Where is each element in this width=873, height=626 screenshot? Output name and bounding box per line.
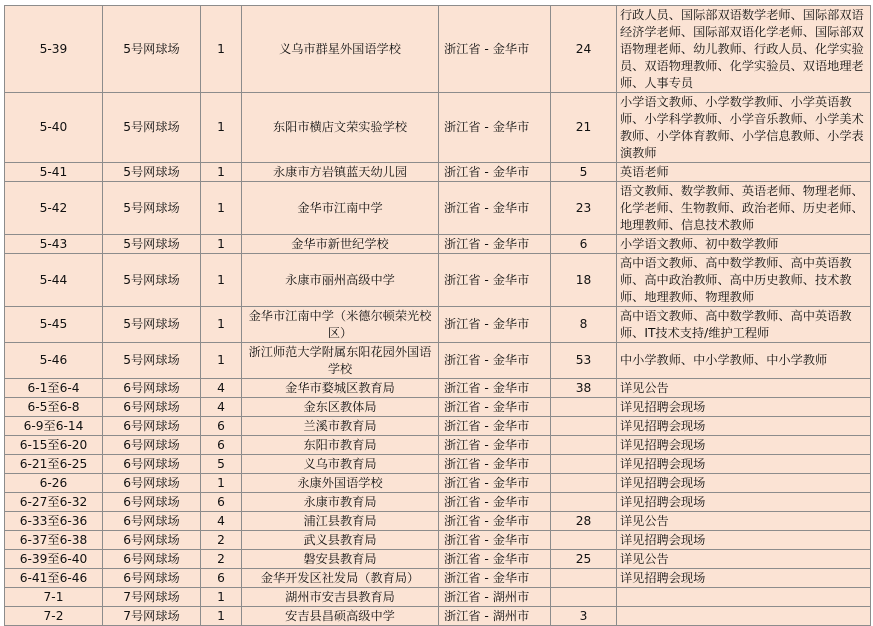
region-cell: 浙江省 - 金华市 — [439, 550, 551, 569]
region-cell: 浙江省 - 金华市 — [439, 163, 551, 182]
positions-cell: 详见招聘会现场 — [617, 474, 871, 493]
positions-count-cell: 18 — [551, 254, 617, 307]
table-row — [5, 254, 871, 307]
positions-cell: 详见招聘会现场 — [617, 455, 871, 474]
positions-cell: 详见招聘会现场 — [617, 531, 871, 550]
booth-count-cell: 1 — [201, 588, 242, 607]
booth-count-cell: 4 — [201, 379, 242, 398]
booth-count-cell: 1 — [201, 6, 242, 93]
venue-cell: 6号网球场 — [103, 512, 201, 531]
booth-count-cell: 6 — [201, 436, 242, 455]
positions-cell: 详见公告 — [617, 379, 871, 398]
employer-cell: 永康外国语学校 — [242, 474, 439, 493]
booth-cell: 6-15至6-20 — [5, 436, 103, 455]
venue-cell: 7号网球场 — [103, 607, 201, 626]
table-row — [5, 182, 871, 235]
table-row — [5, 398, 871, 417]
booth-count-cell: 6 — [201, 493, 242, 512]
employer-cell: 金华市江南中学 — [242, 182, 439, 235]
positions-cell — [617, 607, 871, 626]
positions-count-cell: 25 — [551, 550, 617, 569]
positions-count-cell: 53 — [551, 343, 617, 379]
venue-cell: 5号网球场 — [103, 343, 201, 379]
booth-cell: 5-41 — [5, 163, 103, 182]
booth-cell: 5-43 — [5, 235, 103, 254]
booth-cell: 6-21至6-25 — [5, 455, 103, 474]
positions-count-cell: 3 — [551, 607, 617, 626]
region-cell: 浙江省 - 金华市 — [439, 6, 551, 93]
booth-count-cell: 2 — [201, 550, 242, 569]
employer-cell: 永康市方岩镇蓝天幼儿园 — [242, 163, 439, 182]
venue-cell: 5号网球场 — [103, 93, 201, 163]
table-row — [5, 436, 871, 455]
positions-count-cell — [551, 569, 617, 588]
positions-cell: 行政人员、国际部双语数学老师、国际部双语经济学老师、国际部双语化学老师、国际部双语物理老师、幼儿教师、行政人员、化学实验员、双语物理教师、化学实验员、双语地理老师、人事专员 — [617, 6, 871, 93]
positions-count-cell — [551, 455, 617, 474]
booth-count-cell: 1 — [201, 343, 242, 379]
region-cell: 浙江省 - 金华市 — [439, 474, 551, 493]
employer-cell: 义乌市群星外国语学校 — [242, 6, 439, 93]
positions-cell: 小学语文教师、初中数学教师 — [617, 235, 871, 254]
table-row — [5, 343, 871, 379]
venue-cell: 5号网球场 — [103, 6, 201, 93]
booth-count-cell: 6 — [201, 569, 242, 588]
positions-count-cell: 21 — [551, 93, 617, 163]
booth-cell: 7-1 — [5, 588, 103, 607]
positions-count-cell — [551, 588, 617, 607]
booth-count-cell: 4 — [201, 512, 242, 531]
booth-cell: 6-1至6-4 — [5, 379, 103, 398]
booth-count-cell: 2 — [201, 531, 242, 550]
booth-count-cell: 6 — [201, 417, 242, 436]
table-row — [5, 474, 871, 493]
booth-cell: 5-44 — [5, 254, 103, 307]
positions-cell: 详见招聘会现场 — [617, 417, 871, 436]
table-row — [5, 93, 871, 163]
booth-cell: 5-39 — [5, 6, 103, 93]
positions-cell: 高中语文教师、高中数学教师、高中英语教师、IT技术支持/维护工程师 — [617, 307, 871, 343]
booth-cell: 6-37至6-38 — [5, 531, 103, 550]
region-cell: 浙江省 - 金华市 — [439, 343, 551, 379]
venue-cell: 6号网球场 — [103, 417, 201, 436]
positions-count-cell: 8 — [551, 307, 617, 343]
region-cell: 浙江省 - 湖州市 — [439, 607, 551, 626]
employer-cell: 金华市新世纪学校 — [242, 235, 439, 254]
venue-cell: 5号网球场 — [103, 307, 201, 343]
positions-count-cell — [551, 436, 617, 455]
booth-count-cell: 1 — [201, 607, 242, 626]
booth-count-cell: 1 — [201, 93, 242, 163]
booth-count-cell: 1 — [201, 474, 242, 493]
employer-cell: 义乌市教育局 — [242, 455, 439, 474]
positions-cell: 详见招聘会现场 — [617, 493, 871, 512]
booth-count-cell: 5 — [201, 455, 242, 474]
booth-cell: 5-42 — [5, 182, 103, 235]
venue-cell: 6号网球场 — [103, 474, 201, 493]
region-cell: 浙江省 - 金华市 — [439, 569, 551, 588]
region-cell: 浙江省 - 金华市 — [439, 531, 551, 550]
venue-cell: 6号网球场 — [103, 455, 201, 474]
positions-cell: 详见招聘会现场 — [617, 569, 871, 588]
venue-cell: 7号网球场 — [103, 588, 201, 607]
booth-cell: 6-5至6-8 — [5, 398, 103, 417]
region-cell: 浙江省 - 金华市 — [439, 93, 551, 163]
region-cell: 浙江省 - 金华市 — [439, 493, 551, 512]
positions-cell: 小学语文教师、小学数学教师、小学英语教师、小学科学教师、小学音乐教师、小学美术教师、小学体育教师、小学信息教师、小学表演教师 — [617, 93, 871, 163]
positions-cell: 语文教师、数学教师、英语老师、物理老师、化学老师、生物教师、政治老师、历史老师、地理教师、信息技术教师 — [617, 182, 871, 235]
table-row — [5, 512, 871, 531]
positions-count-cell — [551, 493, 617, 512]
positions-cell: 中小学教师、中小学教师、中小学教师 — [617, 343, 871, 379]
employer-cell: 浦江县教育局 — [242, 512, 439, 531]
venue-cell: 6号网球场 — [103, 398, 201, 417]
positions-count-cell — [551, 417, 617, 436]
booth-count-cell: 1 — [201, 254, 242, 307]
positions-count-cell — [551, 474, 617, 493]
table-row — [5, 163, 871, 182]
employer-cell: 安吉县昌硕高级中学 — [242, 607, 439, 626]
positions-count-cell — [551, 531, 617, 550]
table-row — [5, 6, 871, 93]
booth-cell: 6-39至6-40 — [5, 550, 103, 569]
positions-count-cell: 24 — [551, 6, 617, 93]
table-row — [5, 417, 871, 436]
table-row — [5, 307, 871, 343]
positions-count-cell: 38 — [551, 379, 617, 398]
employer-cell: 金华开发区社发局（教育局） — [242, 569, 439, 588]
positions-count-cell: 28 — [551, 512, 617, 531]
table-row — [5, 379, 871, 398]
region-cell: 浙江省 - 金华市 — [439, 455, 551, 474]
venue-cell: 5号网球场 — [103, 254, 201, 307]
table-row — [5, 235, 871, 254]
venue-cell: 6号网球场 — [103, 436, 201, 455]
booth-cell: 7-2 — [5, 607, 103, 626]
positions-cell: 详见招聘会现场 — [617, 436, 871, 455]
positions-cell: 高中语文教师、高中数学教师、高中英语教师、高中政治教师、高中历史教师、技术教师、地理教师、物理教师 — [617, 254, 871, 307]
booth-cell: 5-45 — [5, 307, 103, 343]
table-row — [5, 607, 871, 626]
region-cell: 浙江省 - 金华市 — [439, 398, 551, 417]
employer-cell: 永康市丽州高级中学 — [242, 254, 439, 307]
employer-cell: 金华市婺城区教育局 — [242, 379, 439, 398]
booth-cell: 6-33至6-36 — [5, 512, 103, 531]
region-cell: 浙江省 - 金华市 — [439, 417, 551, 436]
positions-count-cell — [551, 398, 617, 417]
venue-cell: 6号网球场 — [103, 569, 201, 588]
positions-cell: 详见公告 — [617, 550, 871, 569]
table-row — [5, 531, 871, 550]
booth-cell: 5-46 — [5, 343, 103, 379]
venue-cell: 6号网球场 — [103, 531, 201, 550]
region-cell: 浙江省 - 金华市 — [439, 182, 551, 235]
employer-cell: 浙江师范大学附属东阳花园外国语学校 — [242, 343, 439, 379]
employer-cell: 永康市教育局 — [242, 493, 439, 512]
table-row — [5, 493, 871, 512]
booth-cell: 6-27至6-32 — [5, 493, 103, 512]
venue-cell: 5号网球场 — [103, 163, 201, 182]
employer-cell: 金东区教体局 — [242, 398, 439, 417]
venue-cell: 5号网球场 — [103, 182, 201, 235]
region-cell: 浙江省 - 金华市 — [439, 512, 551, 531]
booth-count-cell: 1 — [201, 163, 242, 182]
region-cell: 浙江省 - 金华市 — [439, 254, 551, 307]
venue-cell: 6号网球场 — [103, 379, 201, 398]
positions-cell: 英语老师 — [617, 163, 871, 182]
table-row — [5, 455, 871, 474]
booth-count-cell: 1 — [201, 235, 242, 254]
positions-count-cell: 23 — [551, 182, 617, 235]
booth-cell: 6-26 — [5, 474, 103, 493]
table-row — [5, 588, 871, 607]
employer-cell: 东阳市教育局 — [242, 436, 439, 455]
positions-count-cell: 5 — [551, 163, 617, 182]
booth-count-cell: 1 — [201, 182, 242, 235]
region-cell: 浙江省 - 金华市 — [439, 235, 551, 254]
venue-cell: 6号网球场 — [103, 493, 201, 512]
region-cell: 浙江省 - 金华市 — [439, 379, 551, 398]
employer-cell: 湖州市安吉县教育局 — [242, 588, 439, 607]
region-cell: 浙江省 - 金华市 — [439, 436, 551, 455]
booth-cell: 6-41至6-46 — [5, 569, 103, 588]
venue-cell: 6号网球场 — [103, 550, 201, 569]
booth-cell: 6-9至6-14 — [5, 417, 103, 436]
employer-cell: 兰溪市教育局 — [242, 417, 439, 436]
positions-count-cell: 6 — [551, 235, 617, 254]
booth-count-cell: 4 — [201, 398, 242, 417]
booth-cell: 5-40 — [5, 93, 103, 163]
employer-cell: 金华市江南中学（米德尔顿荣光校区） — [242, 307, 439, 343]
region-cell: 浙江省 - 湖州市 — [439, 588, 551, 607]
employer-cell: 武义县教育局 — [242, 531, 439, 550]
positions-cell: 详见公告 — [617, 512, 871, 531]
table-row — [5, 569, 871, 588]
region-cell: 浙江省 - 金华市 — [439, 307, 551, 343]
employer-cell: 东阳市横店文荣实验学校 — [242, 93, 439, 163]
positions-cell: 详见招聘会现场 — [617, 398, 871, 417]
table-row — [5, 550, 871, 569]
positions-cell — [617, 588, 871, 607]
booth-count-cell: 1 — [201, 307, 242, 343]
recruitment-booth-table — [4, 5, 871, 626]
employer-cell: 磐安县教育局 — [242, 550, 439, 569]
venue-cell: 5号网球场 — [103, 235, 201, 254]
